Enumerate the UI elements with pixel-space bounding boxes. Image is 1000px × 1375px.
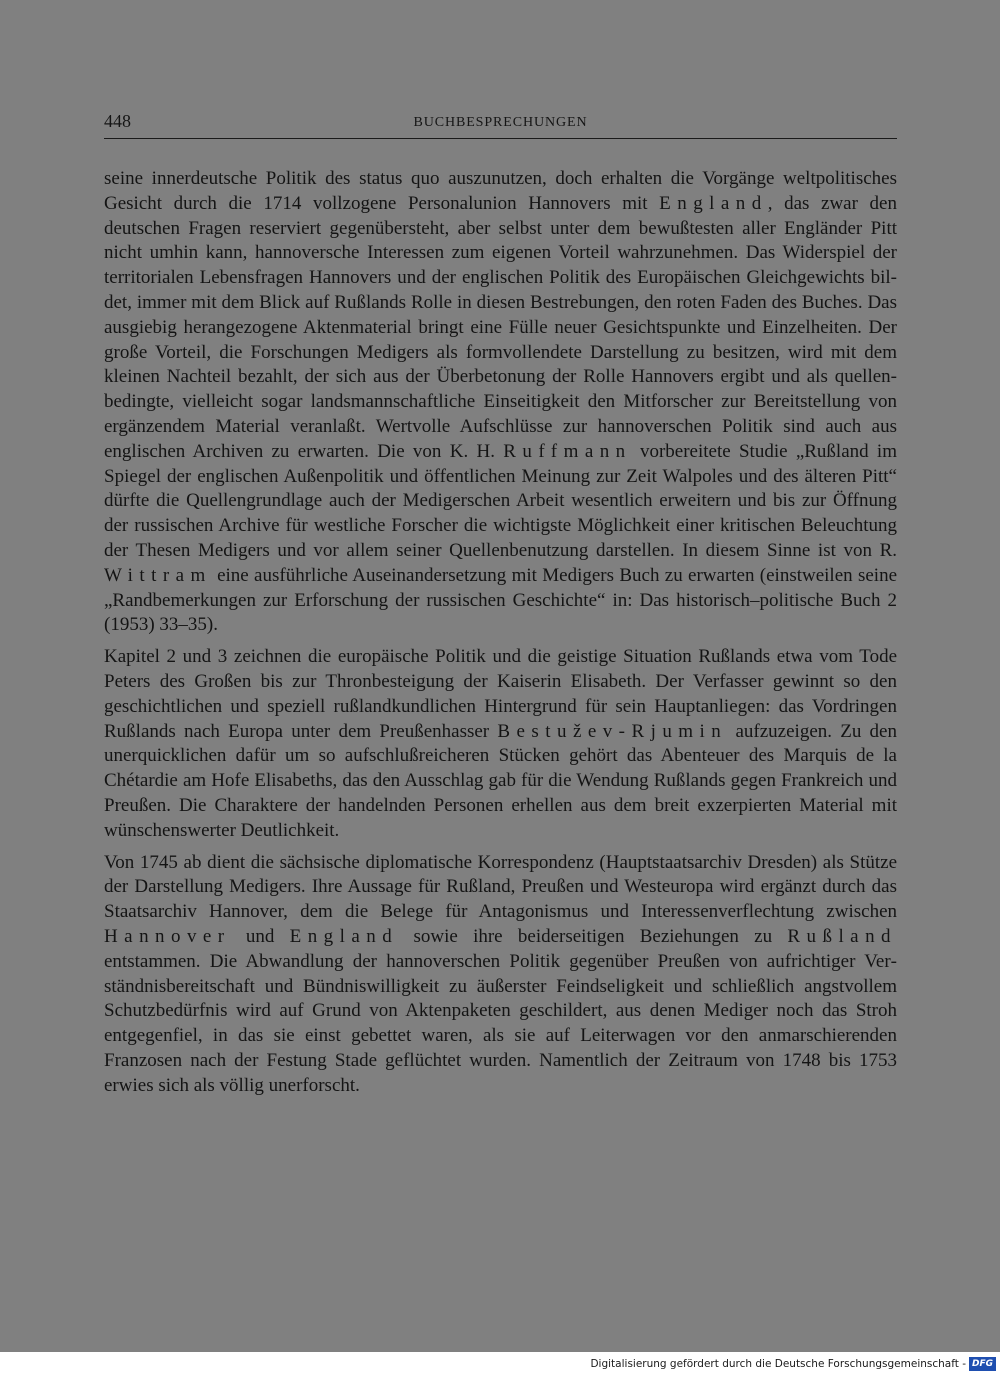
text-run: Von 1745 ab dient die sächsische diplomatische Korrespondenz (Hauptstaatsarchiv Dresden) als Stütze der Darstellung Medigers. Ihre Aussage für Rußland, Preußen und Westeuropa wird ergänzt durch das Staatsarchiv Hannover, dem die Belege für Antagonismus und Interessenverflechtung zwischen — [104, 851, 897, 923]
paragraph-2 — [104, 645, 897, 843]
spaced-name: Wittram — [104, 564, 212, 586]
spaced-name: Rußland — [787, 925, 897, 947]
spaced-name: Ruffmann — [503, 440, 632, 462]
spaced-name: Bestužev-Rjumin — [497, 720, 728, 742]
text-run: und — [230, 925, 290, 947]
digitization-footer — [590, 1356, 996, 1372]
text-run: seine innerdeutsche Politik des status quo auszunutzen, doch erhalten die Vorgänge weltpolitisches Gesicht durch die 1714 vollzogene Personalunion Hannovers mit — [104, 168, 897, 214]
text-run: Kapitel 2 und 3 zeichnen die europäische Politik und die geistige Situation Rußlands etwa vom Tode Peters des Großen bis zur Thronbesteigung der Kaiserin Elisabeth. Der Verfasser gewinnt so den geschichtlichen und speziell rußlandkundlichen Hintergrund für sein Hauptanliegen: das Vordringen Rußlands nach Europa unter dem Preußenhasser — [104, 646, 897, 742]
text-run: eine ausführliche Auseinandersetzung mit Medigers Buch zu erwarten (einstweilen seine „Randbemerkungen zur Erforschung der russischen Geschichte“ in: Das historisch–politische Buch 2 (1953) 33–35). — [104, 564, 897, 636]
body-text — [104, 167, 897, 1105]
footer-credit-text: Digitalisierung gefördert durch die Deutsche Forschungsgemeinschaft - — [590, 1358, 966, 1370]
text-run: entstammen. Die Abwandlung der hannoverschen Politik gegenüber Preußen von aufrichtiger Verständnisbereitschaft und Bündniswilligkeit zu äußerster Feindseligkeit und schließlich angstvollem Schutzbedürfnis wird auf Grund von Aktenpaketen geschildert, aus denen Mediger noch das Stroh entgegenfiel, in das sie einst gebettet waren, als sie auf Leiterwagen vor den anmarschierenden Franzosen nach der Festung Stade geflüchtet wurden. Namentlich der Zeitraum von 1748 bis 1753 erwies sich als völlig unerforscht. — [104, 950, 897, 1096]
text-run: sowie ihre beiderseitigen Beziehungen zu — [398, 925, 788, 947]
spaced-name: England — [289, 925, 399, 947]
text-run: aufzuzeigen. Zu den unerquicklichen dafür um so aufschlußreicheren Stücken gehört das Abenteuer des Marquis de la Chétardie am Hofe Elisabeths, das den Ausschlag gab für die Wendung Rußlands gegen Frankreich und Preußen. Die Charaktere der handelnden Personen erhellen aus dem breit exzerpierten Material mit wünschenswerter Deutlichkeit. — [104, 720, 897, 841]
page-number: 448 — [104, 111, 131, 131]
text-run: vorbereitete Studie „Rußland im Spiegel der englischen Außenpolitik und öffentlichen Meinung zur Zeit Walpoles und des älteren Pitt“ dürfte die Quellengrundlage auch der Medigerschen Arbeit wesentlich erweitern und bis zur Öffnung der russischen Archive für westliche Forscher die wichtigste Möglichkeit einer kritischen Beleuchtung der Thesen Medigers und vor allem seiner Quellenbenutzung darstellen. In diesem Sinne ist von R. — [104, 440, 897, 561]
spaced-name: England — [659, 192, 768, 214]
paragraph-3 — [104, 851, 897, 1099]
spaced-name: Hannover — [104, 925, 231, 947]
paragraph-1 — [104, 167, 897, 638]
page-header — [104, 110, 897, 139]
dfg-logo: DFG — [969, 1357, 996, 1371]
running-head: BUCHBESPRECHUNGEN — [413, 115, 588, 130]
text-run: , das zwar den deutschen Fragen reserviert gegenübersteht, aber selbst unter dem bewußtesten aller Engländer Pitt nicht umhin kann, hannoversche Interessen zum eigenen Vorteil wahrzunehmen. Das Widerspiel der territorialen Lebensfragen Hannovers und der englischen Politik des Europäischen Gleichgewichts bildet, immer mit dem Blick auf Rußlands Rolle in diesen Bestrebungen, den roten Faden des Buches. Das ausgiebig herangezogene Aktenmaterial bringt eine Fülle neuer Gesichtspunkte und Einzelheiten. Der große Vorteil, die Forschungen Medigers als formvollendete Darstellung zu besitzen, wird mit dem kleinen Nachteil bezahlt, der sich aus der Überbetonung der Rolle Hannovers ergibt und als quellenbedingte, vielleicht sogar landsmannschaftliche Einseitigkeit den Mitforscher zur Bereitstellung von ergänzendem Material veranlaßt. Wertvolle Aufschlüsse zur hannoverschen Politik sind auch aus englischen Archiven zu erwarten. Die von K. H. — [104, 192, 897, 462]
